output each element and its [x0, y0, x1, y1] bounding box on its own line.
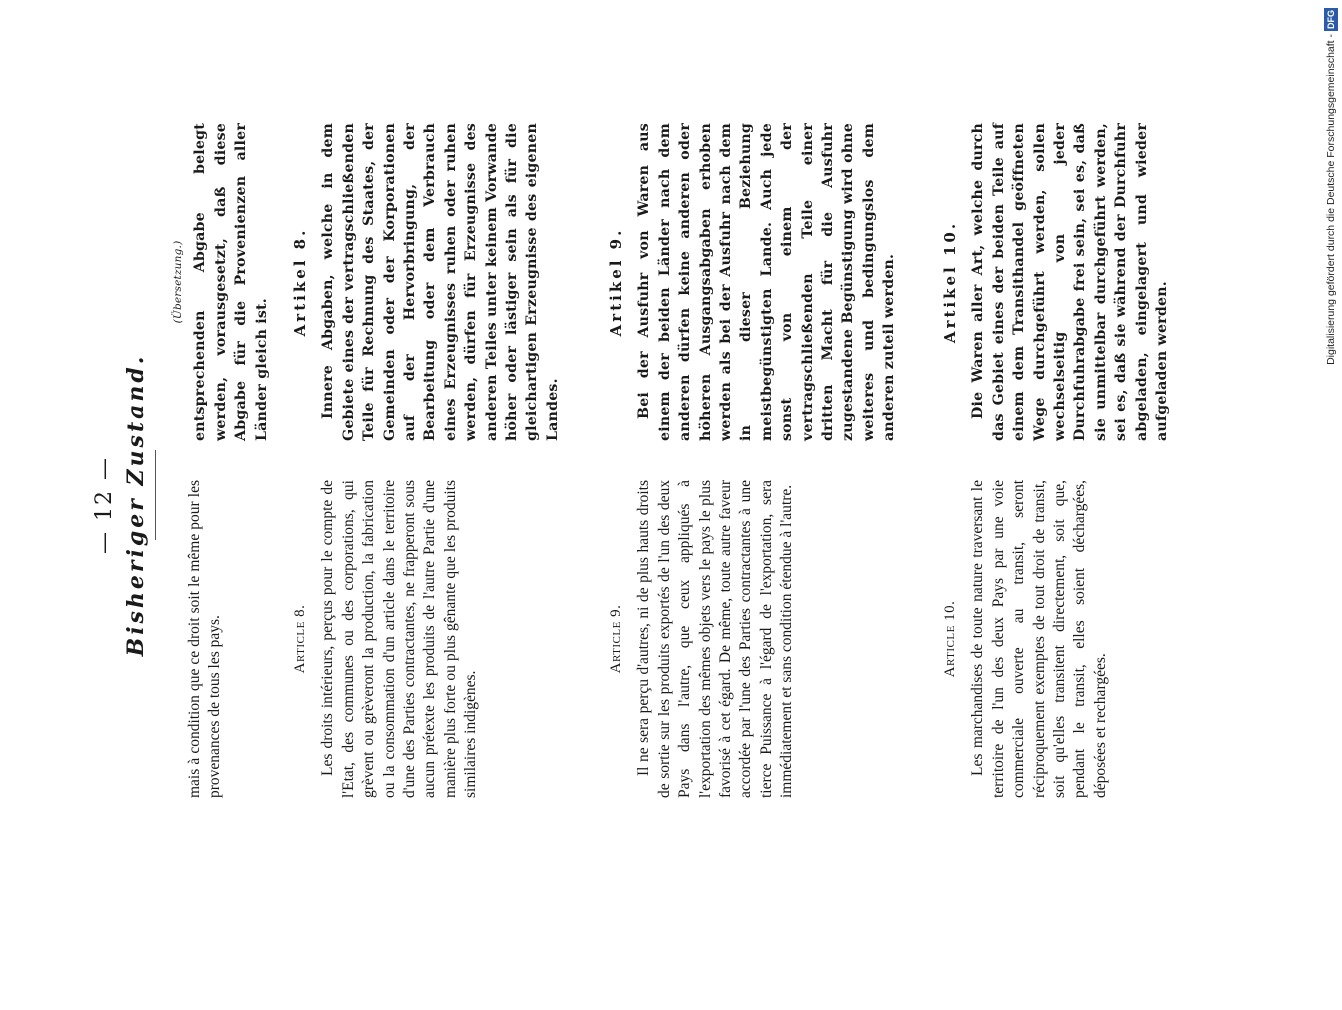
german-article-8 — [290, 123, 563, 441]
german-article-9-text: Bei der Ausfuhr von Waren aus einem der beiden Länder nach dem anderen dürfen keine anderen oder höheren Ausgangsabgaben erhoben werden als bei der Ausfuhr nach dem in dieser Beziehung meistbegünstigten Lande. Auch jede sonst von einem der vertragschließenden Teile einer dritten Macht für die Ausfuhr zugestandene Begünstigung wird ohne weiteres und bedingungslos dem anderen zuteil werden. — [636, 123, 898, 441]
page-title: Bisheriger Zustand. — [123, 353, 149, 657]
german-article-10-heading: Artikel 10. — [941, 220, 959, 344]
german-intro-block — [168, 123, 272, 441]
french-article-10-text: Les marchandises de toute nature traversant le territoire de l'un des deux Pays par une voie commerciale ouverte au transit, seront réciproquement exemptes de tout droit de transit, soit qu'elles transitent directement, soit que, pendant le transit, elles soient déchargées, déposées et rechargées. — [969, 480, 1109, 798]
french-intro-block — [185, 480, 226, 798]
german-article-10-text: Die Waren aller Art, welche durch das Gebiet eines der beiden Teile auf einem dem Transithandel geöffneten Wege durchgeführt werden, sollen wechselseitig von jeder Durchfuhrabgabe frei sein, sei es, daß sie unmittelbar durchgeführt werden, sei es, daß sie während der Durchfuhr abgeladen, eingelagert und wieder aufgeladen werden. — [970, 123, 1171, 441]
german-article-8-heading: Artikel 8. — [291, 227, 309, 337]
german-article-9-heading: Artikel 9. — [607, 227, 625, 337]
german-article-8-text: Innere Abgaben, welche in dem Gebiete eines der vertragschließenden Teile für Rechnung des Staates, der Gemeinden oder der Korporationen auf der Hervorbringung, der Bearbeitung oder dem Verbrauch eines Erzeugnisses ruhen oder ruhen werden, dürfen für Erzeugnisse des anderen Teiles unter keinem Vorwande höher oder lästiger sein als für die gleichartigen Erzeugnisse des eigenen Landes. — [320, 123, 561, 441]
french-article-8-heading: Article 8. — [292, 604, 308, 674]
german-intro: entsprechenden Abgabe belegt werden, vorausgesetzt, daß diese Abgabe für die Provenienzen aller Länder gleich ist. — [192, 123, 270, 441]
french-article-8 — [290, 480, 482, 798]
german-article-9 — [606, 123, 900, 441]
french-article-8-text: Les droits intérieurs, perçus pour le compte de l'Etat, des communes ou des corporations, qui grèvent ou grèveront la production, la fabrication ou la consommation d'un article dans le territoire d'une des Parties contractantes, ne frapperont sous aucun prétexte les produits de l'autre Partie d'une manière plus forte ou plus gênante que les produits similaires indigènes. — [319, 480, 480, 798]
french-article-9-heading: Article 9. — [608, 604, 624, 674]
digitization-credit: Digitalisierung gefördert durch die Deutsche Forschungsgemeinschaft - — [1325, 34, 1337, 365]
page-number: — 12 — — [92, 456, 117, 554]
digitization-stamp — [1300, 8, 1337, 398]
translation-note: (Übersetzung.) — [172, 240, 184, 324]
french-article-9 — [606, 480, 798, 798]
dfg-logo: DFG — [1326, 10, 1337, 29]
title-divider — [155, 450, 156, 540]
french-article-10-heading: Article 10. — [942, 600, 958, 678]
french-intro: mais à condition que ce droit soit le même pour les provenances de tous les pays. — [186, 480, 224, 798]
french-article-9-text: Il ne sera perçu d'autres, ni de plus hauts droits de sortie sur les produits exportés de l'un des deux Pays dans l'autre, que ceux appliqués à l'exportation des mêmes objets vers le pays le plus favorisé à cet égard. De même, toute autre faveur accordée par l'une des Parties contractantes à une tierce Puissance à l'égard de l'exportation, sera immédiatement et sans condition étendue à l'autre. — [635, 480, 796, 798]
page-header — [92, 0, 156, 1000]
german-article-10 — [940, 123, 1172, 441]
french-article-10 — [940, 480, 1111, 798]
